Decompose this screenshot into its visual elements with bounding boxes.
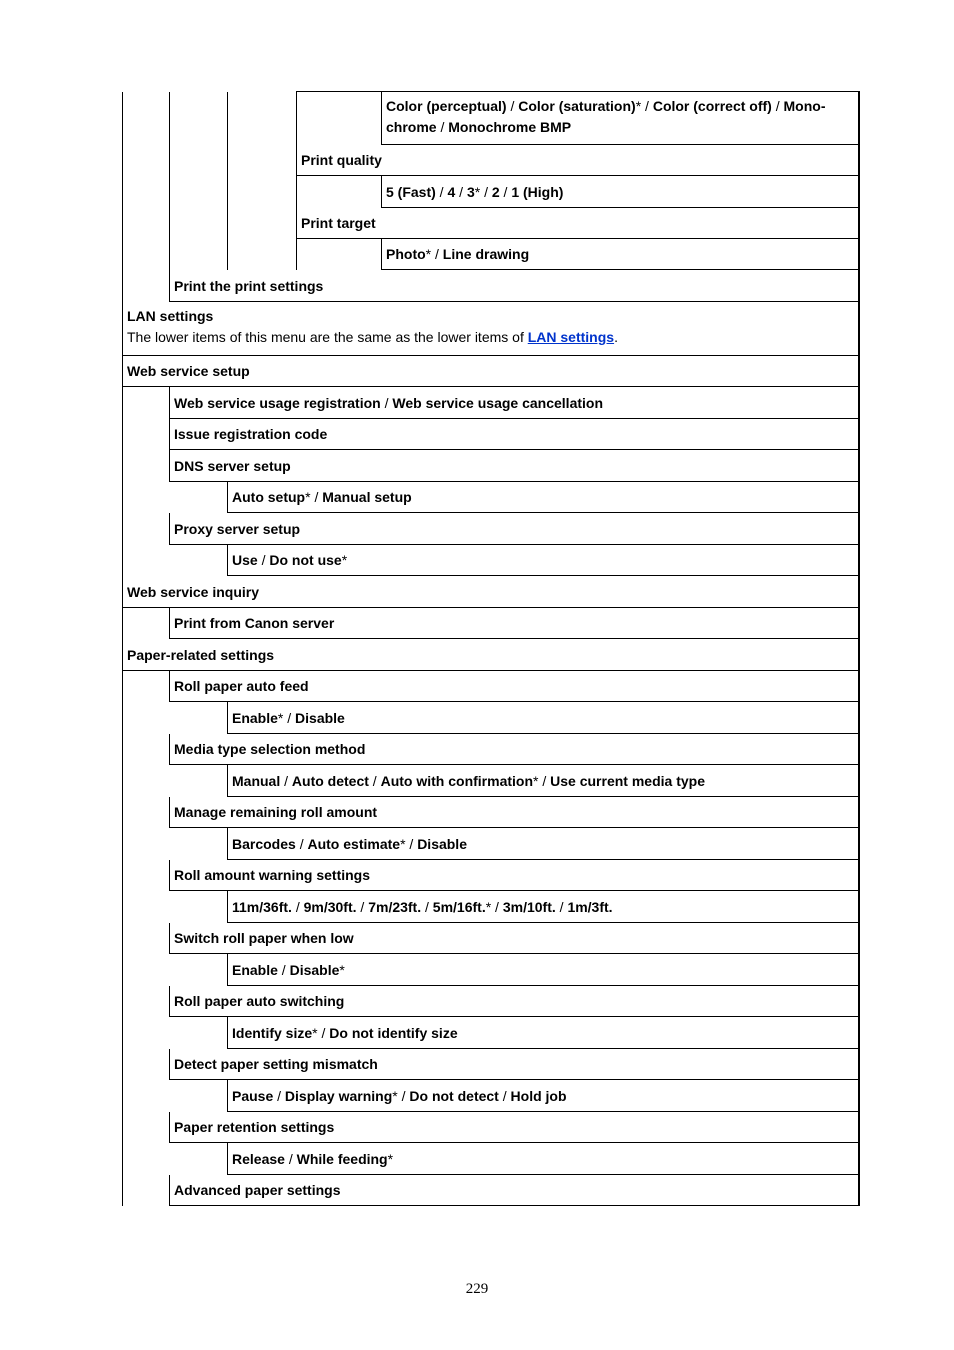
row-divider — [169, 1205, 860, 1206]
separator-text: * — [387, 1150, 394, 1167]
row-divider — [169, 1016, 860, 1017]
indent-line — [227, 145, 228, 176]
option-label: Switch roll paper when low — [174, 930, 354, 946]
option-label: Monochrome BMP — [448, 119, 572, 135]
cell-left-border — [169, 1112, 170, 1143]
separator-text: / — [771, 98, 784, 114]
separator-text: / — [506, 98, 519, 114]
menu-item-text — [232, 897, 613, 918]
cell-left-border — [227, 545, 228, 576]
option-label: Web service usage registration — [174, 394, 381, 411]
row-divider — [169, 638, 860, 639]
cell-left-border — [296, 208, 297, 239]
cell-left-border — [381, 176, 382, 208]
row-divider — [169, 764, 860, 765]
indent-line — [122, 702, 123, 734]
menu-item-text — [127, 327, 618, 348]
separator-text: / — [435, 183, 448, 200]
option-label: Use current media type — [550, 772, 705, 789]
table-right-border — [858, 92, 860, 1206]
indent-line — [122, 513, 123, 545]
separator-text: / — [356, 898, 369, 915]
cell-left-border — [381, 92, 382, 145]
menu-item-text — [174, 1117, 334, 1138]
option-label: Print from Canon server — [174, 615, 335, 631]
indent-line — [227, 92, 228, 145]
indent-line — [122, 270, 123, 302]
indent-line — [122, 482, 123, 513]
indent-line — [122, 671, 123, 702]
row-divider — [227, 1048, 860, 1049]
option-label: LAN settings — [127, 308, 214, 324]
separator-text: / — [280, 772, 292, 789]
indent-line — [122, 387, 123, 419]
cell-left-border — [227, 765, 228, 797]
cell-left-border — [122, 576, 123, 608]
indent-line — [122, 1112, 123, 1143]
indent-line — [227, 208, 228, 239]
separator-text: / — [380, 394, 393, 411]
option-label: Roll amount warning settings — [174, 867, 371, 883]
separator-text: / — [295, 835, 308, 852]
option-label: Detect paper setting mismatch — [174, 1056, 378, 1072]
option-label: Enable — [232, 961, 278, 978]
row-divider — [122, 607, 860, 608]
menu-item-text — [174, 739, 365, 760]
indent-line — [169, 145, 170, 176]
menu-item-text — [386, 117, 571, 138]
menu-item-text — [174, 393, 603, 414]
option-label: 9m/30ft. — [303, 898, 357, 915]
menu-item-text — [232, 1086, 567, 1107]
option-label: Disable — [417, 835, 467, 852]
row-divider — [122, 355, 860, 356]
option-label: Proxy server setup — [174, 520, 301, 537]
cell-left-border — [169, 860, 170, 891]
row-divider — [381, 144, 860, 145]
row-divider — [227, 575, 860, 576]
cell-left-border — [169, 986, 170, 1017]
cell-left-border — [169, 419, 170, 450]
option-label: Advanced paper settings — [174, 1182, 341, 1198]
option-label: Identify size — [232, 1024, 313, 1041]
row-divider — [227, 922, 860, 923]
row-divider — [122, 386, 860, 387]
indent-line — [122, 1017, 123, 1049]
menu-item-text — [174, 1054, 378, 1075]
indent-line — [122, 176, 123, 208]
separator-text: / — [368, 772, 381, 789]
menu-item-text — [174, 802, 377, 823]
option-label: DNS server setup — [174, 457, 291, 474]
indent-line — [122, 239, 123, 270]
menu-item-text — [127, 645, 274, 666]
separator-text: The lower items of this menu are the same as the lower items of — [127, 329, 528, 345]
option-label: 3 — [466, 183, 475, 200]
separator-text: * / — [635, 98, 653, 114]
option-label: 5 (Fast) — [386, 183, 436, 200]
row-divider — [169, 1079, 860, 1080]
lan-settings-link[interactable]: LAN settings — [527, 329, 615, 345]
separator-text: * / — [485, 898, 503, 915]
row-divider — [169, 544, 860, 545]
option-label: 7m/23ft. — [368, 898, 422, 915]
option-label: Barcodes — [232, 835, 296, 852]
indent-line — [122, 419, 123, 450]
option-label: Use — [232, 552, 258, 568]
indent-line — [227, 239, 228, 270]
separator-text: / — [555, 898, 568, 915]
indent-line — [296, 176, 297, 208]
cell-left-border — [296, 145, 297, 176]
menu-item-text — [174, 613, 334, 634]
option-label: Auto estimate — [307, 835, 401, 852]
option-label: Enable — [232, 709, 278, 726]
cell-left-border — [169, 1175, 170, 1206]
option-label: Roll paper auto switching — [174, 993, 345, 1009]
cell-left-border — [169, 513, 170, 545]
cell-left-border — [169, 450, 170, 482]
row-divider — [227, 796, 860, 797]
row-divider — [169, 1142, 860, 1143]
row-divider — [169, 701, 860, 702]
separator-text: * / — [392, 1087, 410, 1104]
menu-item-text — [127, 361, 250, 382]
indent-line — [169, 208, 170, 239]
indent-line — [122, 545, 123, 576]
option-label: chrome — [386, 119, 437, 135]
option-label: 11m/36ft. — [232, 898, 292, 915]
option-label: Auto detect — [291, 772, 369, 789]
menu-item-text — [174, 456, 291, 477]
cell-left-border — [169, 671, 170, 702]
row-divider — [169, 449, 860, 450]
option-label: 1 (High) — [511, 183, 564, 200]
indent-line — [296, 239, 297, 270]
indent-line — [122, 1175, 123, 1206]
option-label: Do not identify size — [329, 1024, 458, 1041]
cell-left-border — [227, 828, 228, 860]
option-label: Disable — [289, 961, 340, 978]
option-label: Media type selection method — [174, 741, 366, 757]
menu-item-text — [232, 771, 705, 792]
cell-left-border — [227, 702, 228, 734]
menu-item-text — [386, 244, 529, 265]
menu-item-text — [174, 928, 354, 949]
indent-line — [122, 954, 123, 986]
option-label: Do not use — [269, 552, 342, 568]
cell-left-border — [227, 482, 228, 513]
option-label: Auto setup — [232, 489, 306, 505]
menu-item-text — [232, 834, 467, 855]
option-label: Paper retention settings — [174, 1119, 335, 1135]
page-number: 229 — [465, 1281, 489, 1297]
indent-line — [122, 891, 123, 923]
menu-item-text — [174, 676, 309, 697]
separator-text: * — [339, 961, 345, 978]
option-label: Color (saturation) — [518, 98, 636, 114]
separator-text: * / — [277, 709, 296, 726]
menu-item-text — [174, 991, 344, 1012]
row-divider — [169, 890, 860, 891]
indent-line — [122, 1049, 123, 1080]
option-label: Release — [232, 1150, 285, 1167]
indent-line — [122, 765, 123, 797]
separator-text: / — [499, 183, 512, 200]
row-divider — [227, 859, 860, 860]
separator-text: / — [284, 1150, 297, 1167]
option-label: Pause — [232, 1087, 274, 1104]
option-label: Web service inquiry — [127, 583, 260, 600]
option-label: Manual setup — [322, 489, 412, 505]
indent-line — [122, 1080, 123, 1112]
option-label: Print the print settings — [174, 277, 324, 294]
row-divider — [122, 670, 860, 671]
menu-item-text — [386, 182, 563, 203]
menu-item-text — [232, 1149, 393, 1170]
menu-item-text — [127, 582, 259, 603]
cell-left-border — [169, 734, 170, 765]
cell-left-border — [227, 1143, 228, 1175]
separator-text: / — [291, 898, 304, 915]
option-label: Disable — [295, 709, 345, 726]
indent-line — [169, 92, 170, 145]
menu-item-text — [232, 960, 345, 981]
separator-text: * / — [474, 183, 492, 200]
row-divider — [169, 953, 860, 954]
cell-left-border — [122, 356, 123, 387]
cell-left-border — [169, 1049, 170, 1080]
indent-line — [122, 923, 123, 954]
separator-text: / — [436, 119, 449, 135]
menu-item-text — [232, 550, 347, 571]
row-divider — [227, 1111, 860, 1112]
cell-left-border — [169, 270, 170, 302]
indent-line — [227, 176, 228, 208]
option-label: Paper-related settings — [127, 646, 275, 663]
menu-item-text — [232, 487, 412, 508]
menu-item-text — [127, 306, 213, 327]
row-divider — [227, 1174, 860, 1175]
option-label: 4 — [447, 183, 456, 200]
indent-line — [122, 986, 123, 1017]
cell-left-border — [169, 797, 170, 828]
menu-item-text — [301, 213, 376, 234]
option-label: Roll paper auto feed — [174, 678, 309, 694]
option-label: Line drawing — [442, 246, 530, 262]
option-label: Manual — [232, 772, 281, 789]
option-label: Auto with confirmation — [380, 772, 534, 789]
option-label: Web service setup — [127, 363, 250, 379]
indent-line — [122, 828, 123, 860]
separator-text: . — [614, 329, 618, 345]
indent-line — [169, 176, 170, 208]
separator-text: / — [421, 898, 433, 915]
indent-line — [122, 1143, 123, 1175]
row-divider — [169, 481, 860, 482]
cell-left-border — [227, 1017, 228, 1049]
indent-line — [122, 797, 123, 828]
indent-line — [296, 92, 297, 145]
cell-left-border — [122, 302, 123, 356]
row-divider — [169, 418, 860, 419]
cell-left-border — [227, 1080, 228, 1112]
row-divider — [227, 512, 860, 513]
cell-left-border — [169, 608, 170, 639]
menu-item-text — [232, 1023, 458, 1044]
separator-text: * / — [533, 772, 551, 789]
indent-line — [122, 92, 123, 145]
option-label: 3m/10ft. — [502, 898, 556, 915]
option-label: Issue registration code — [174, 426, 328, 442]
indent-line — [122, 860, 123, 891]
separator-text: / — [273, 1087, 285, 1104]
menu-item-text — [301, 150, 382, 171]
indent-line — [122, 734, 123, 765]
row-divider — [381, 269, 860, 270]
separator-text: / — [257, 552, 270, 568]
menu-item-text — [232, 708, 345, 729]
cell-left-border — [169, 923, 170, 954]
cell-left-border — [169, 387, 170, 419]
separator-text: / — [455, 183, 467, 200]
indent-line — [122, 450, 123, 482]
option-label: 2 — [491, 183, 500, 200]
separator-text: * / — [305, 489, 323, 505]
separator-text: * — [341, 552, 348, 568]
indent-line — [122, 608, 123, 639]
menu-item-text — [386, 96, 825, 117]
option-label: Print quality — [301, 152, 382, 168]
option-label: Display warning — [284, 1087, 393, 1104]
option-label: Print target — [301, 215, 376, 231]
row-divider — [227, 985, 860, 986]
menu-item-text — [174, 276, 323, 297]
cell-left-border — [227, 891, 228, 923]
option-label: Photo — [386, 246, 426, 262]
cell-left-border — [227, 954, 228, 986]
cell-left-border — [381, 239, 382, 270]
menu-item-text — [174, 424, 327, 445]
option-label: Color (correct off) — [652, 98, 772, 114]
option-label: Do not detect — [409, 1087, 499, 1104]
option-label: 5m/16ft. — [432, 898, 486, 915]
option-label: 1m/3ft. — [567, 898, 613, 915]
separator-text: * / — [312, 1024, 330, 1041]
indent-line — [169, 239, 170, 270]
indent-line — [122, 208, 123, 239]
menu-item-text — [174, 1180, 341, 1201]
row-divider — [381, 207, 860, 208]
indent-line — [122, 145, 123, 176]
option-label: While feeding — [296, 1150, 388, 1167]
cell-left-border — [122, 639, 123, 671]
row-divider — [227, 733, 860, 734]
option-label: Hold job — [510, 1087, 567, 1104]
option-label: Web service usage cancellation — [392, 394, 604, 411]
separator-text: / — [498, 1087, 511, 1104]
menu-item-text — [174, 519, 300, 540]
option-label: Mono- — [783, 98, 826, 114]
separator-text: * / — [425, 246, 443, 262]
menu-item-text — [174, 865, 370, 886]
separator-text: / — [277, 961, 290, 978]
option-label: Color (perceptual) — [386, 98, 507, 114]
row-divider — [169, 827, 860, 828]
row-divider — [169, 301, 860, 302]
option-label: Manage remaining roll amount — [174, 804, 378, 820]
separator-text: * / — [400, 835, 418, 852]
